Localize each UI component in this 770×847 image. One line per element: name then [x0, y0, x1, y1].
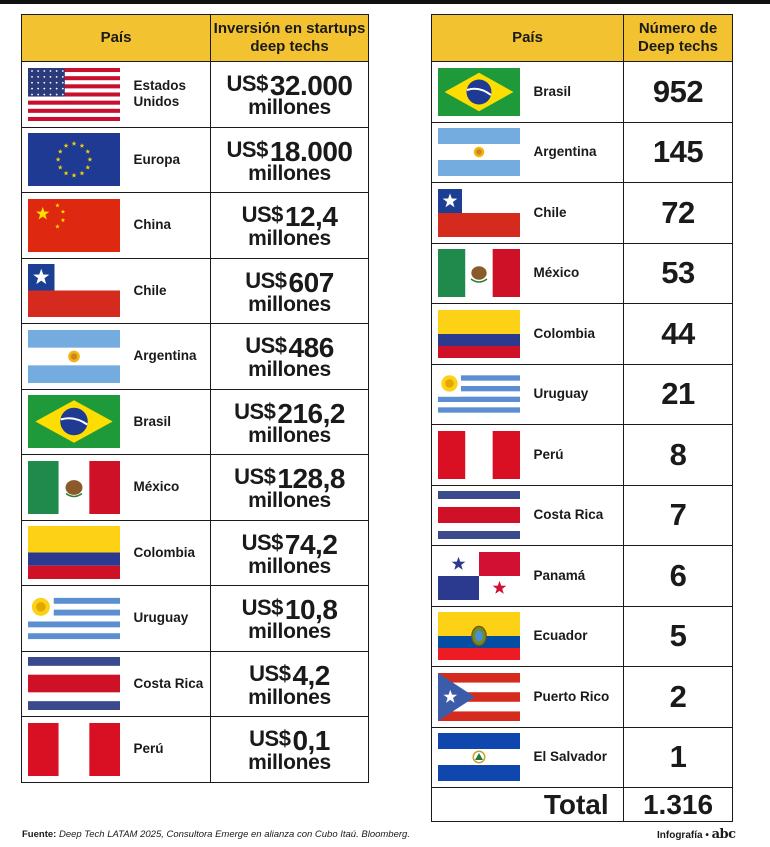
flag-cell — [432, 727, 530, 788]
amount: 216,2 — [277, 397, 345, 429]
table-row — [432, 546, 733, 607]
amount: 74,2 — [284, 528, 338, 560]
investment-table — [21, 14, 369, 783]
country-name: Ecuador — [530, 606, 624, 667]
flag-cell — [22, 324, 130, 390]
table-row — [22, 520, 369, 586]
flag-eu-icon — [28, 133, 120, 186]
flag-cell — [22, 193, 130, 259]
investment-value — [211, 324, 369, 390]
flag-puerto-rico-icon — [438, 673, 520, 721]
count: 72 — [661, 194, 695, 230]
country-name: El Salvador — [530, 727, 624, 788]
abc-logo: abc — [711, 827, 736, 842]
flag-chile-icon — [438, 189, 520, 237]
flag-cell — [22, 586, 130, 652]
investment-value — [211, 127, 369, 193]
count: 2 — [669, 678, 687, 714]
flag-cell — [22, 651, 130, 717]
header-country: País — [432, 15, 624, 62]
credit-text: Infografía • — [657, 830, 709, 841]
count: 6 — [669, 557, 687, 593]
flag-cell — [432, 122, 530, 183]
deep-tech-count — [624, 606, 733, 667]
flag-cell — [432, 546, 530, 607]
header-count: Número de Deep techs — [624, 15, 733, 62]
flag-cell — [22, 389, 130, 455]
country-name: Brasil — [130, 389, 211, 455]
flag-cell — [432, 485, 530, 546]
currency-label: US$ — [245, 333, 287, 359]
flag-cell — [432, 243, 530, 304]
currency-label: US$ — [226, 71, 268, 97]
amount: 607 — [288, 266, 334, 298]
flag-cell — [432, 183, 530, 244]
count: 1 — [669, 739, 687, 775]
deep-tech-count — [624, 364, 733, 425]
table-row — [432, 364, 733, 425]
country-name: Chile — [530, 183, 624, 244]
unit-label: millones — [248, 161, 331, 185]
credit — [657, 827, 736, 842]
investment-value — [211, 258, 369, 324]
count: 44 — [661, 315, 695, 351]
flag-el-salvador-icon — [438, 733, 520, 781]
country-name: Uruguay — [130, 586, 211, 652]
table-row — [22, 62, 369, 128]
unit-label: millones — [248, 554, 331, 578]
country-name: México — [130, 455, 211, 521]
investment-table-header — [22, 15, 369, 62]
table-row — [432, 243, 733, 304]
flag-cell — [432, 304, 530, 365]
unit-label: millones — [248, 489, 331, 513]
table-row — [22, 586, 369, 652]
flag-colombia-icon — [438, 310, 520, 358]
country-name: México — [530, 243, 624, 304]
table-row — [22, 455, 369, 521]
source-text: Deep Tech LATAM 2025, Consultora Emerge en alianza con Cubo Itaú. Bloomberg. — [58, 829, 410, 840]
amount: 32.000 — [269, 70, 353, 102]
country-name: China — [130, 193, 211, 259]
deep-tech-count — [624, 183, 733, 244]
table-row — [432, 606, 733, 667]
country-name: Brasil — [530, 62, 624, 123]
country-name: Colombia — [530, 304, 624, 365]
unit-label: millones — [248, 751, 331, 775]
amount: 128,8 — [277, 463, 345, 495]
investment-value — [211, 520, 369, 586]
table-row — [22, 324, 369, 390]
currency-label: US$ — [241, 595, 283, 621]
total-row — [432, 788, 733, 822]
flag-china-icon — [28, 199, 120, 252]
total-label: Total — [530, 788, 624, 822]
flag-cell — [22, 62, 130, 128]
flag-brazil-icon — [28, 395, 120, 448]
currency-label: US$ — [241, 202, 283, 228]
table-row — [22, 258, 369, 324]
count: 21 — [661, 376, 695, 412]
flag-cell — [432, 364, 530, 425]
unit-label: millones — [248, 620, 331, 644]
currency-label: US$ — [226, 136, 268, 162]
country-name: Argentina — [130, 324, 211, 390]
amount: 10,8 — [284, 594, 338, 626]
country-name: Costa Rica — [530, 485, 624, 546]
table-row — [432, 122, 733, 183]
unit-label: millones — [248, 227, 331, 251]
deep-tech-count — [624, 243, 733, 304]
flag-uruguay-icon — [438, 370, 520, 418]
currency-label: US$ — [234, 464, 276, 490]
country-name: Colombia — [130, 520, 211, 586]
deep-tech-count — [624, 546, 733, 607]
flag-cell — [22, 455, 130, 521]
table-row — [432, 667, 733, 728]
flag-cell — [22, 717, 130, 783]
country-name: Perú — [130, 717, 211, 783]
flag-usa-icon — [28, 68, 120, 121]
table-row — [432, 425, 733, 486]
investment-value — [211, 62, 369, 128]
country-name: Chile — [130, 258, 211, 324]
flag-mexico-icon — [438, 249, 520, 297]
header-investment: Inversión en startups deep techs — [211, 15, 369, 62]
count-table — [431, 14, 733, 822]
deep-tech-count — [624, 304, 733, 365]
table-row — [432, 304, 733, 365]
deep-tech-count — [624, 485, 733, 546]
deep-tech-count — [624, 122, 733, 183]
flag-costa-rica-icon — [28, 657, 120, 710]
flag-chile-icon — [28, 264, 120, 317]
table-row — [22, 389, 369, 455]
table-row — [22, 193, 369, 259]
deep-tech-count — [624, 425, 733, 486]
currency-label: US$ — [234, 398, 276, 424]
flag-cell — [22, 520, 130, 586]
country-name: Puerto Rico — [530, 667, 624, 728]
unit-label: millones — [248, 96, 331, 120]
flag-argentina-icon — [438, 128, 520, 176]
table-row — [22, 127, 369, 193]
flag-peru-icon — [28, 723, 120, 776]
flag-peru-icon — [438, 431, 520, 479]
flag-mexico-icon — [28, 461, 120, 514]
table-row — [22, 717, 369, 783]
flag-cell — [432, 606, 530, 667]
flag-cell — [22, 127, 130, 193]
flag-panama-icon — [438, 552, 520, 600]
flag-cell — [432, 62, 530, 123]
amount: 12,4 — [284, 201, 338, 233]
flag-ecuador-icon — [438, 612, 520, 660]
investment-value — [211, 193, 369, 259]
table-row — [22, 651, 369, 717]
top-rule — [0, 0, 770, 4]
currency-label: US$ — [249, 726, 291, 752]
count: 8 — [669, 436, 687, 472]
country-name: Europa — [130, 127, 211, 193]
investment-value — [211, 389, 369, 455]
investment-value — [211, 651, 369, 717]
table-row — [432, 727, 733, 788]
header-country: País — [22, 15, 211, 62]
flag-uruguay-icon — [28, 592, 120, 645]
unit-label: millones — [248, 423, 331, 447]
amount: 486 — [288, 332, 334, 364]
flag-argentina-icon — [28, 330, 120, 383]
amount: 0,1 — [292, 725, 330, 757]
currency-label: US$ — [245, 267, 287, 293]
source-label: Fuente: — [22, 829, 57, 840]
flag-cell — [432, 667, 530, 728]
count: 145 — [652, 134, 704, 170]
investment-value — [211, 586, 369, 652]
amount: 4,2 — [292, 659, 330, 691]
flag-colombia-icon — [28, 526, 120, 579]
deep-tech-count — [624, 727, 733, 788]
source-note — [22, 829, 410, 840]
table-row — [432, 62, 733, 123]
deep-tech-count — [624, 62, 733, 123]
flag-costa-rica-icon — [438, 491, 520, 539]
count-table-header — [432, 15, 733, 62]
total-value: 1.316 — [624, 788, 733, 822]
unit-label: millones — [248, 292, 331, 316]
country-name: Perú — [530, 425, 624, 486]
flag-cell — [432, 425, 530, 486]
unit-label: millones — [248, 358, 331, 382]
table-row — [432, 183, 733, 244]
amount: 18.000 — [269, 135, 353, 167]
country-name: Panamá — [530, 546, 624, 607]
flag-brazil-icon — [438, 68, 520, 116]
investment-value — [211, 455, 369, 521]
country-name: Argentina — [530, 122, 624, 183]
total-blank-cell — [432, 788, 530, 822]
investment-value — [211, 717, 369, 783]
count: 53 — [661, 255, 695, 291]
country-name: Estados Unidos — [130, 62, 211, 128]
deep-tech-count — [624, 667, 733, 728]
currency-label: US$ — [249, 660, 291, 686]
count: 952 — [652, 73, 704, 109]
country-name: Costa Rica — [130, 651, 211, 717]
country-name: Uruguay — [530, 364, 624, 425]
flag-cell — [22, 258, 130, 324]
count: 5 — [669, 618, 687, 654]
currency-label: US$ — [241, 529, 283, 555]
table-row — [432, 485, 733, 546]
unit-label: millones — [248, 685, 331, 709]
count: 7 — [669, 497, 687, 533]
